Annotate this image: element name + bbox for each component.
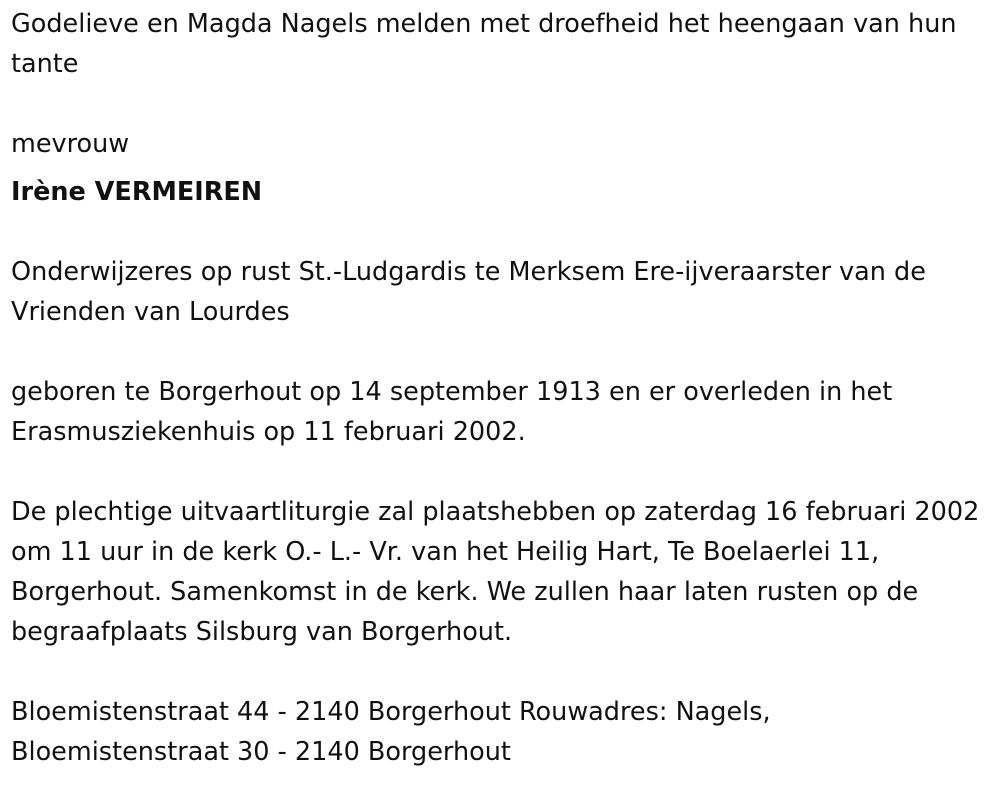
address-paragraph: Bloemistenstraat 44 - 2140 Borgerhout Rouwadres: Nagels, Bloemistenstraat 30 - 2140 Borgerhout (11, 697, 771, 767)
deceased-name: Irène VERMEIREN (11, 177, 263, 207)
honorific: mevrouw (11, 129, 130, 159)
intro-paragraph: Godelieve en Magda Nagels melden met droefheid het heengaan van hun tante (11, 9, 957, 79)
birth-death-paragraph: geboren te Borgerhout op 14 september 1913 en er overleden in het Erasmusziekenhuis op 11 februari 2002. (11, 377, 893, 447)
death-notice (11, 4, 986, 772)
funeral-paragraph: De plechtige uitvaartliturgie zal plaatshebben op zaterdag 16 februari 2002 om 11 uur in de kerk O.- L.- Vr. van het Heilig Hart, Te Boelaerlei 11, Borgerhout. Samenkomst in de kerk. We zullen haar laten rusten op de begraafplaats Silsburg van Borgerhout. (11, 497, 980, 647)
occupation-paragraph: Onderwijzeres op rust St.-Ludgardis te Merksem Ere-ijveraarster van de Vrienden van Lourdes (11, 257, 926, 327)
